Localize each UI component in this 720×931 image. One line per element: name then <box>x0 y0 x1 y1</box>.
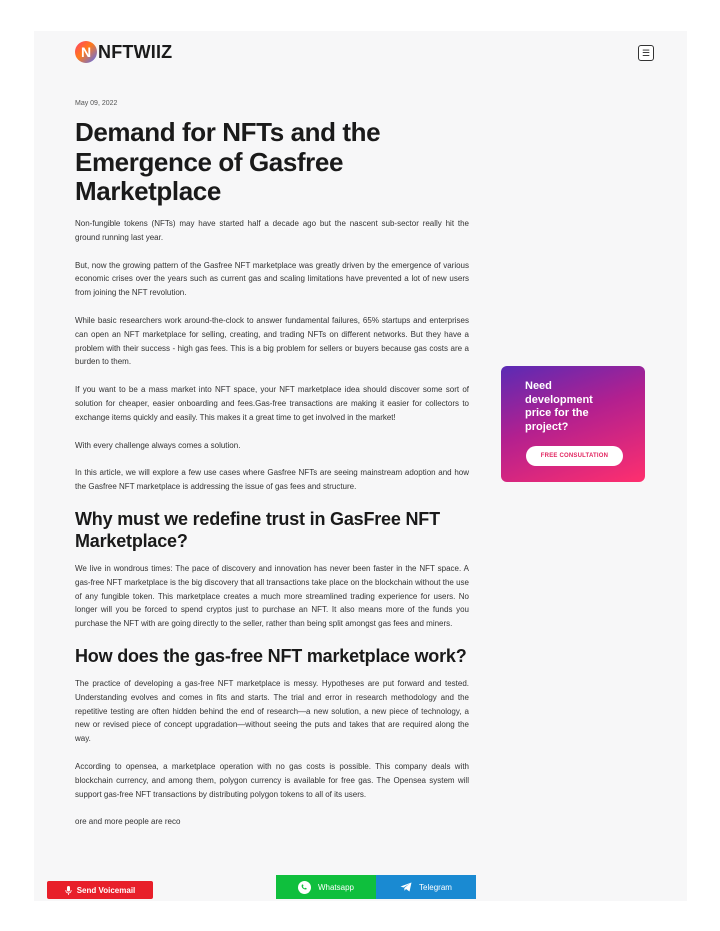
paragraph: If you want to be a mass market into NFT space, your NFT marketplace idea should discover some sort of solution for cheaper, easier onboarding and fees.Gas-free transactions are making it easier for collectors to exchange items quickly and easily. This makes it a great time to get involved in the market! <box>75 385 469 422</box>
paragraph: According to opensea, a marketplace operation with no gas costs is possible. This company deals with blockchain currency, and among them, polygon currency is available for free gas. The Opensea system will support gas-free NFT transactions by distributing polygon tokens to all of its users. <box>75 761 469 799</box>
logo-icon: N <box>75 41 97 63</box>
cta-heading: Need development price for the project? <box>525 380 593 433</box>
paragraph: We live in wondrous times: The pace of discovery and innovation has never been faster in the NFT space. A gas-free NFT marketplace is the big discovery that all transactions take place on the blockchain without the use of any fungible token. This marketplace creates a much more streamlined trading experience for users. No longer will you be forced to spend cryptos just to purchase an NFT. It also means more of the funds you purchase the NFT with are going directly to the seller, rather than being split amongst gas fees and miners. <box>75 563 469 629</box>
telegram-button[interactable] <box>376 875 476 899</box>
paragraph: While basic researchers work around-the-clock to answer fundamental failures, 65% startups and enterprises can open an NFT marketplace for selling, creating, and trading NFTs on different networks. But they have a problem with their success - high gas fees. This is a big problem for sellers or buyers because gas costs are a burden to them. <box>75 315 469 367</box>
header <box>34 31 687 76</box>
hamburger-icon: ☰ <box>641 47 651 58</box>
send-voicemail-button[interactable] <box>47 881 153 899</box>
whatsapp-button[interactable] <box>276 875 376 899</box>
telegram-icon <box>400 882 412 892</box>
post-date: May 09, 2022 <box>75 100 118 107</box>
logo[interactable] <box>75 41 172 63</box>
cta-card <box>501 366 645 482</box>
page <box>34 31 687 901</box>
paragraph: Non-fungible tokens (NFTs) may have started half a decade ago but the nascent sub-sector really hit the ground running last year. <box>75 219 469 242</box>
page-title: Demand for NFTs and the Emergence of Gasfree Marketplace <box>75 117 381 206</box>
microphone-icon <box>65 886 72 895</box>
voicemail-label: Send Voicemail <box>76 885 136 895</box>
section-heading: Why must we redefine trust in GasFree NFT Marketplace? <box>75 508 440 551</box>
paragraph: The practice of developing a gas-free NFT marketplace is messy. Hypotheses are put forward and tested. Understanding evolves and comes in fits and starts. The trial and error in research methodology and the repetitive testing are often hidden behind the end of research—a new solution, a new piece of technology, a new or revised piece of concept upgradation—without seeing the puts and takes that are required along the way. <box>75 678 469 744</box>
paragraph: In this article, we will explore a few use cases where Gasfree NFTs are seeing mainstream adoption and how the Gasfree NFT marketplace is addressing the issue of gas fees and structure. <box>75 468 469 492</box>
paragraph: ore and more people are reco <box>75 817 181 827</box>
paragraph: But, now the growing pattern of the Gasfree NFT marketplace was greatly driven by the emergence of various economic crises over the years such as current gas and scaling limitations have prevented a lot of new users from joining the NFT revolution. <box>75 260 469 298</box>
section-heading: How does the gas-free NFT marketplace work? <box>75 645 467 666</box>
paragraph: With every challenge always comes a solution. <box>75 440 241 450</box>
article-body <box>75 217 469 843</box>
whatsapp-icon <box>298 881 311 894</box>
free-consultation-button[interactable]: FREE CONSULTATION <box>526 446 623 466</box>
menu-button[interactable] <box>638 45 654 61</box>
whatsapp-label: Whatsapp <box>317 882 355 892</box>
logo-text: NFTWIIZ <box>98 41 173 62</box>
telegram-label: Telegram <box>419 882 452 892</box>
